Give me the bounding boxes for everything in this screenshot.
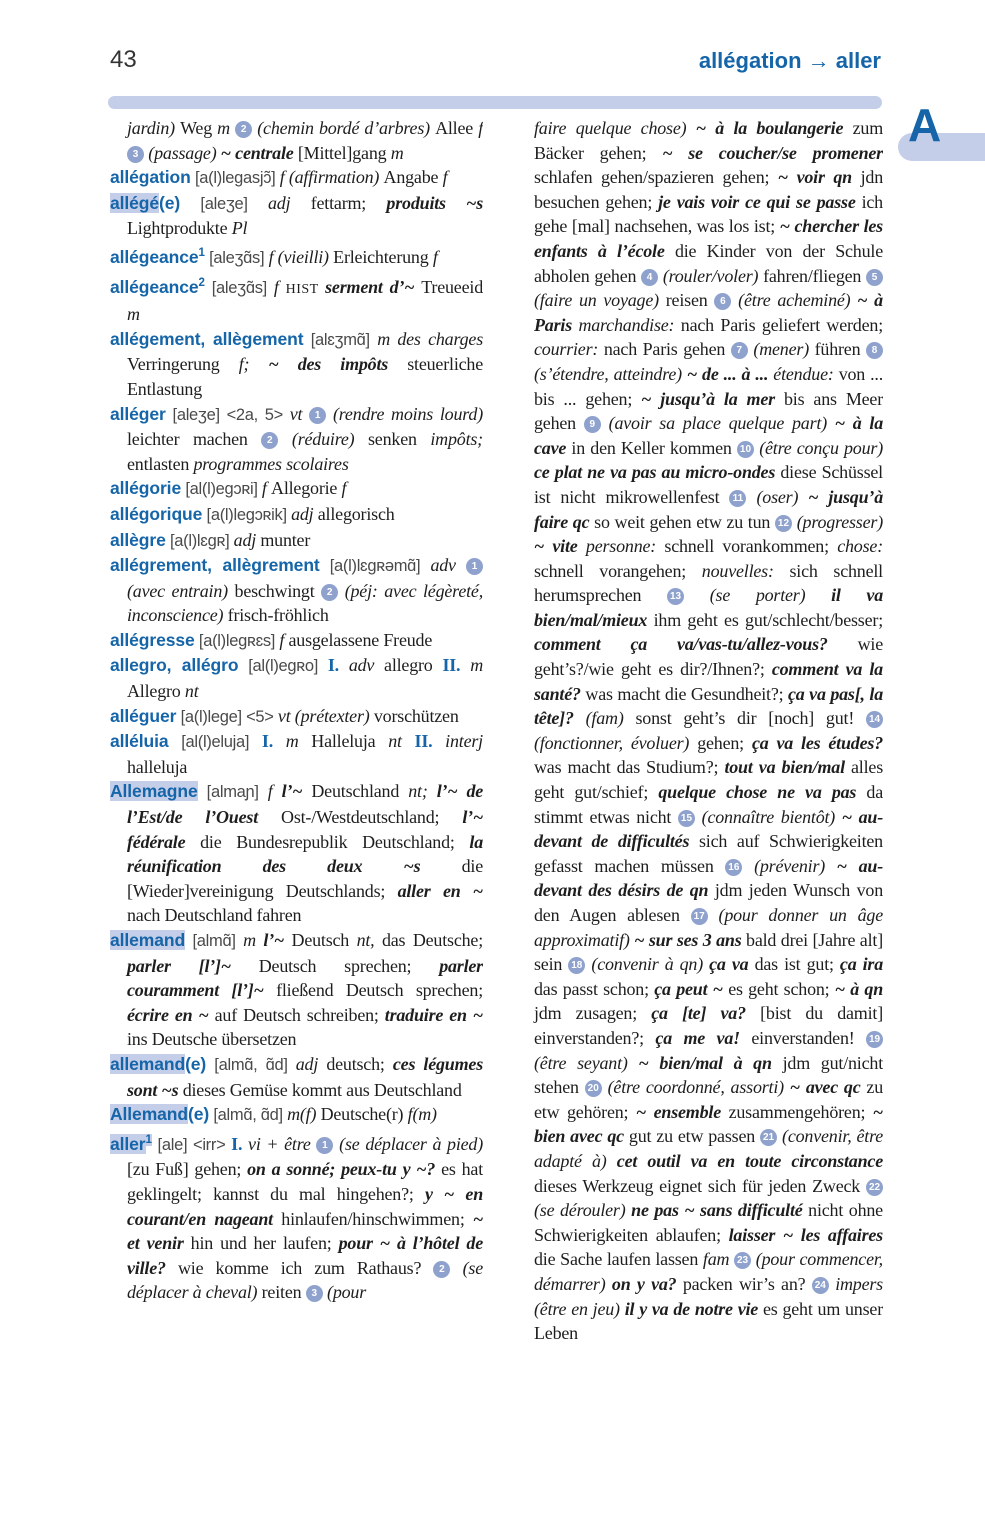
page-number: 43 (110, 46, 137, 73)
sense-number-badge: 1 (309, 407, 326, 424)
phonetic-transcription: [a(l)legasjɔ̃] (190, 169, 280, 188)
example-phrase: ~ de ... à ... (686, 363, 774, 384)
example-phrase: ~ ensemble (635, 1101, 729, 1122)
entry-continuation: faire quelque chose) ~ à la boulangerie zum Bäcker gehen; ~ se coucher/se promener schlafen gehen/spazieren gehen; ~ voir qn jdn besuchen gehen; je vais voir ce qui se passe ich gehe [mal] nachsehen, was los ist; ~ chercher les enfants à l’école die Kinder von der Schule abholen gehen 4 (rouler/voler) fahren/fliegen 5 (faire un voyage) reisen 6 (être acheminé) ~ à Paris marchandise: nach Paris geliefert werden; courrier: nach Paris gehen 7 (mener) führen 8 (s’étendre, atteindre) ~ de ... à ... étendue: von ... bis ... gehen; ~ jusqu’à la mer bis ans Meer gehen 9 (avoir sa place quelque part) ~ à la cave in den Keller kommen 10 (être conçu pour) ce plat ne va pas au micro-ondes diese Schüssel ist nicht mikrowellenfest 11 (oser) ~ jusqu’à faire qc so weit gehen etw zu tun 12 (progresser) ~ vite personne: schnell vorankommen; chose: schnell vorangehen; nouvelles: sich schnell herumsprechen 13 (se porter) il va bien/mal/mieux ihm geht es gut/schlecht/besser; comment ça va/vas-tu/allez-vous? wie geht’s?/wie geht es dir?/Ihnen?; comment va la santé? was macht die Gesundheit?; ça va pas[, la tête]? (fam) sonst geht’s dir [noch] gut! 14 (fonctionner, évoluer) gehen; ça va les études? was macht das Studium?; tout va bien/mal alles geht gut/schief; quelque chose ne va pas da stimmt etwas nicht 15 (connaître bientôt) ~ au-devant de difficultés sich auf Schwierigkeiten gefasst machen müssen 16 (prévenir) ~ au-devant des désirs de qn jdm jeden Wunsch von den Augen ablesen 17 (pour donner un âge approximatif) ~ sur ses 3 ans bald drei [Jahre alt] sein 18 (convenir à qn) ça va das ist gut; ça ira das passt schon; ça peut ~ es geht schon; ~ à qn jdm zusagen; ça [te] va? [bist du damit] einverstanden?; ça me va! einverstanden! 19 (être seyant) ~ bien/mal à qn jdm gut/nicht stehen 20 (être coordonné, assorti) ~ avec qc zu etw gehören; ~ ensemble zusammengehören; ~ bien avec qc gut zu etw passen 21 (convenir, être adapté à) cet outil va en toute circonstance dieses Werkzeug eignet sich für jeden Zweck 22 (se dérouler) ne pas ~ sans difficulté nicht ohne Schwierigkeiten ablaufen; laisser ~ les affaires die Sache laufen lassen fam 23 (pour commencer, démarrer) on y va? packen wir’s an? 24 impers (être en jeu) il y va de notre vie es geht um unser Leben (534, 118, 883, 1344)
example-phrase: ~ chercher les enfants à l’école (534, 216, 883, 261)
text-run: vt (289, 403, 310, 424)
example-phrase: ça va (709, 954, 755, 975)
text-run: (avec entrain) (127, 580, 235, 601)
example-phrase: ce plat ne va pas au micro-ondes (534, 462, 781, 483)
sense-number-badge: 10 (737, 441, 754, 458)
headword: allégeance (110, 246, 199, 267)
phonetic-transcription: [a(l)lɛgʀəmɑ̃] (319, 557, 431, 576)
text-run: f (273, 276, 286, 297)
example-phrase: l’~ (281, 781, 312, 802)
text-run: m (390, 142, 404, 163)
dictionary-entry: allégeance$^1$ [aleʒɑ̃s] f (vieilli) Erleichterung f (110, 246, 438, 267)
text-run: impers (être en jeu) (534, 1273, 883, 1319)
example-phrase: l’~ de l’Est/de l’Ouest (127, 781, 483, 828)
text-run: m(f) (287, 1104, 321, 1125)
headword: Allemagne (110, 781, 198, 802)
sense-number-badge: 15 (678, 810, 695, 827)
sense-number-badge: 4 (641, 269, 658, 286)
dictionary-entry: Allemagne [almaɲ] f l’~ Deutschland nt; l’~ de l’Est/de l’Ouest Ost-/Westdeutschland; l’~ fédérale die Bundesrepublik Deutschland; la réunification des deux ~s die [Wieder]vereinigung Deutschlands; aller en ~ nach Deutschland fahren (110, 781, 483, 926)
sense-number-badge: 17 (691, 908, 708, 925)
headword: allégresse (110, 629, 195, 650)
sense-number-badge: 2 (433, 1261, 450, 1278)
phonetic-transcription: [aleʒɑ̃s] (204, 248, 269, 267)
dictionary-entry: allégresse [a(l)legʀɛs] f ausgelassene Freude (110, 629, 433, 650)
dictionary-entry: allégement, allègement [alɛʒmɑ̃] m des charges Verringerung f; ~ des impôts steuerliche Entlastung (110, 328, 483, 399)
text-run: (réduire) (278, 429, 368, 450)
headword: alléger (110, 403, 166, 424)
text-run: impôts; (430, 429, 483, 450)
text-run: (rendre moins lourd) (326, 403, 483, 424)
text-run: vt (prétexter) (277, 705, 374, 726)
example-phrase: écrire en ~ (127, 1004, 215, 1025)
text-run: chose: (837, 536, 883, 557)
example-phrase: ~ à Paris (534, 290, 883, 335)
phonetic-transcription: [almɑ̃, ɑ̃d] (209, 1106, 288, 1125)
sense-number-badge: 2 (261, 432, 278, 449)
sense-number-badge: 2 (321, 584, 338, 601)
example-phrase: aller en ~ (397, 880, 483, 901)
phonetic-transcription: [al(l)egʀo] (238, 657, 328, 676)
dictionary-entry: alléger [aleʒe] <2a, 5> vt 1 (rendre moins lourd) leichter machen 2 (réduire) senken impôts; entlasten programmes scolaires (110, 403, 483, 474)
alphabet-tab-letter: A (908, 99, 942, 151)
dictionary-entry: allemand(e) [almɑ̃, ɑ̃d] adj deutsch; ces légumes sont ~s dieses Gemüse kommt aus Deutschland (110, 1053, 483, 1100)
headword: (e) (185, 1053, 207, 1074)
text-run: m des charges (377, 328, 483, 349)
phonetic-transcription: [a(l)legɔʀik] (202, 505, 292, 524)
text-run: adv (348, 655, 385, 676)
text-run: nt, (356, 930, 382, 950)
dictionary-entry: Allemand(e) [almɑ̃, ɑ̃d] m(f) Deutsche(r) f(m) (110, 1104, 437, 1125)
example-phrase: ~ sur ses 3 ans (634, 929, 747, 950)
subject-label: HIST (285, 281, 326, 297)
text-run: (être acheminé) (731, 290, 858, 311)
example-phrase: ne pas ~ sans difficulté (631, 1200, 809, 1221)
dictionary-entry: alléluia [al(l)eluja] I. m Halleluja nt II. interj halleluja (110, 731, 483, 777)
headword: allégorique (110, 503, 203, 524)
text-run: (pour (322, 1282, 367, 1303)
text-run: (se dérouler) (534, 1200, 632, 1221)
example-phrase: il y va de notre vie (624, 1298, 763, 1319)
example-phrase: ça peut ~ (654, 978, 729, 999)
text-run: f; (238, 354, 269, 375)
example-phrase: comment ça va/vas-tu/allez-vous? (534, 634, 858, 655)
dictionary-entry: alléguer [a(l)lege] <5> vt (prétexter) vorschützen (110, 705, 459, 726)
sense-number-badge: 24 (812, 1277, 829, 1294)
roman-numeral: I. (231, 1133, 249, 1154)
sense-number-badge: 1 (316, 1137, 333, 1154)
example-phrase: je vais voir ce qui se passe (658, 191, 862, 212)
text-run: (faire un voyage) (534, 290, 666, 311)
dictionary-entry: allégation [a(l)legasjɔ̃] f (affirmation) Angabe f (110, 167, 448, 188)
text-run: m (285, 731, 312, 752)
text-run: m (217, 118, 236, 138)
example-phrase: ~ bien/mal à qn (638, 1052, 783, 1073)
text-run: (progresser) (791, 511, 883, 532)
headword: Allemand (110, 1104, 188, 1125)
phonetic-transcription: [ale] <irr> (151, 1135, 232, 1154)
dictionary-entry: allégorique [a(l)legɔʀik] adj allegorisch (110, 503, 395, 524)
example-phrase: parler [l’]~ (127, 955, 259, 976)
example-phrase: tout va bien/mal (724, 757, 852, 778)
example-phrase: ~ à la cave (534, 413, 883, 458)
sense-number-badge: 23 (734, 1252, 751, 1269)
sense-number-badge: 7 (731, 342, 748, 359)
text-run: (oser) (746, 486, 809, 507)
header-word-range: allégation → aller (698, 48, 881, 73)
roman-numeral: I. (327, 655, 349, 676)
example-phrase: ~ au-devant de difficultés (534, 806, 883, 852)
phonetic-transcription: [a(l)legʀɛs] (194, 631, 280, 650)
example-phrase: il va bien/mal/mieux (534, 585, 883, 630)
example-phrase: ~ centrale (220, 142, 298, 163)
headword: allègre (110, 529, 166, 550)
text-run: f(m) (407, 1104, 437, 1125)
example-phrase: ~ avec qc (789, 1077, 867, 1098)
text-run: f (478, 118, 483, 138)
example-phrase: ~ voir qn (777, 167, 861, 188)
example-phrase: laisser ~ les affaires (728, 1224, 883, 1245)
text-run: (fonctionner, évoluer) (534, 732, 698, 753)
sense-number-badge: 13 (667, 588, 684, 605)
phonetic-transcription: [a(l)lege] <5> (176, 707, 278, 726)
example-phrase: ça va les études? (751, 732, 883, 753)
example-phrase: l’~ (263, 930, 292, 950)
dictionary-entry: allégeance$^2$ [aleʒɑ̃s] f HIST serment d’~ Treueeid m (110, 276, 483, 325)
text-run: faire quelque chose) (534, 118, 696, 138)
sense-number-badge: 20 (585, 1080, 602, 1097)
text-run: vi + être (248, 1133, 317, 1154)
text-run: nouvelles: (701, 560, 790, 581)
homograph-superscript: 1 (198, 246, 205, 259)
text-run: (se déplacer à cheval) (127, 1257, 483, 1303)
example-phrase: ~ à qn (834, 978, 883, 999)
example-phrase: ~ vite (534, 536, 586, 557)
sense-number-badge: 8 (866, 342, 883, 359)
text-run: adj (233, 529, 261, 550)
example-phrase: ça ira (839, 954, 883, 975)
example-phrase: traduire en ~ (384, 1004, 483, 1025)
phonetic-transcription: [a(l)lɛgʀ] (165, 531, 234, 550)
text-run: f (261, 478, 272, 499)
dictionary-entry: allemand [almɑ̃] m l’~ Deutsch nt, das Deutsche; parler [l’]~ Deutsch sprechen; parler couramment [l’]~ fließend Deutsch sprechen; écrire en ~ auf Deutsch schreiben; traduire en ~ ins Deutsche übersetzen (110, 930, 483, 1050)
example-phrase: ça me va! (655, 1027, 752, 1048)
example-phrase: la réunification des deux ~s (127, 831, 483, 877)
example-phrase: on a sonné; peux-tu y ~? (247, 1159, 442, 1180)
example-phrase: ~ bien avec qc (534, 1101, 883, 1147)
phonetic-transcription: [al(l)egɔʀi] (181, 480, 262, 499)
text-run: adj (291, 503, 318, 524)
text-run: (être conçu pour) (753, 437, 883, 458)
phonetic-transcription: [almɑ̃, ɑ̃d] (206, 1055, 296, 1074)
text-run: (s’étendre, atteindre) (534, 363, 687, 384)
roman-numeral: I. (261, 731, 286, 752)
text-run: (chemin bordé d’arbres) (252, 118, 436, 138)
headword: alléluia (110, 731, 169, 752)
sense-number-badge: 16 (725, 859, 742, 876)
text-run: personne: (585, 536, 665, 557)
headword: allégé (110, 192, 160, 213)
example-phrase: serment d’~ (325, 276, 422, 297)
headword: allegro, allégro (110, 655, 239, 676)
phonetic-transcription: [aleʒe] (180, 194, 268, 213)
text-run: m (127, 304, 140, 325)
roman-numeral: II. (414, 731, 446, 752)
headword: alléguer (110, 705, 177, 726)
sense-number-badge: 22 (866, 1179, 883, 1196)
text-run: f (267, 781, 282, 802)
text-run: (fam) (585, 708, 636, 729)
homograph-superscript: 1 (145, 1133, 152, 1146)
dictionary-entry: allegro, allégro [al(l)egʀo] I. adv allegro II. m Allegro nt (110, 655, 483, 702)
text-run: f (affirmation) (279, 167, 384, 188)
phonetic-transcription: [al(l)eluja] (168, 733, 262, 752)
text-run: m (243, 930, 264, 950)
dictionary-entry: allégé(e) [aleʒe] adj fettarm; produits ~s Lightprodukte Pl (110, 192, 483, 239)
text-run: étendue: (773, 363, 839, 384)
text-run: nt (388, 731, 415, 752)
text-run: (passage) (144, 142, 221, 163)
left-column (110, 116, 483, 1522)
text-run: (mener) (747, 339, 815, 360)
example-phrase: ~ jusqu’à la mer (641, 388, 784, 409)
example-phrase: ~ à la boulangerie (695, 118, 853, 138)
text-run: f (442, 167, 448, 188)
headword: aller (110, 1133, 146, 1154)
text-run: f (432, 246, 438, 267)
dictionary-entry: allégrement, allègrement [a(l)lɛgʀəmɑ̃] adv 1 (avec entrain) beschwingt 2 (péj: avec légèreté, inconscience) frisch-fröhlich (110, 555, 483, 626)
sense-number-badge: 1 (466, 558, 483, 575)
example-phrase: on y va? (611, 1273, 683, 1294)
sense-number-badge: 12 (775, 515, 792, 532)
roman-numeral: II. (442, 655, 471, 676)
example-phrase: ~ se coucher/se promener (662, 142, 883, 163)
sense-number-badge: 3 (127, 146, 144, 163)
text-run: courrier: (534, 339, 604, 360)
sense-number-badge: 2 (235, 121, 252, 138)
headword: (e) (159, 192, 181, 213)
text-run: programmes scolaires (193, 453, 349, 474)
text-run: Pl (231, 218, 248, 239)
text-run: (prévenir) (742, 855, 837, 876)
headword: allégrement, allègrement (110, 555, 320, 576)
text-run: m (470, 655, 483, 676)
sense-number-badge: 18 (568, 957, 585, 974)
example-phrase: quelque chose ne va pas (658, 782, 867, 803)
example-phrase: ~ et venir (127, 1208, 483, 1254)
headword: allégeance (110, 276, 199, 297)
text-run: nt; (408, 781, 437, 802)
text-run: adj (267, 192, 311, 213)
example-phrase: ~ au-devant des désirs de qn (534, 855, 883, 901)
phonetic-transcription: [alɛʒmɑ̃] (303, 330, 378, 349)
example-phrase: pour ~ à l’hôtel de ville? (127, 1233, 483, 1278)
phonetic-transcription: [almɑ̃] (185, 932, 244, 950)
text-run: (être coordonné, assorti) (601, 1077, 790, 1098)
dictionary-entry: allègre [a(l)lɛgʀ] adj munter (110, 529, 311, 550)
sense-number-badge: 21 (760, 1129, 777, 1146)
text-run: f (vieilli) (268, 246, 334, 267)
text-run: (pour donner un âge approximatif) (534, 905, 883, 950)
text-run: (avoir sa place quelque part) (600, 413, 835, 434)
sense-number-badge: 3 (306, 1285, 323, 1302)
phonetic-transcription: [aleʒe] <2a, 5> (165, 405, 290, 424)
header-rule (108, 96, 882, 109)
example-phrase: ces légumes sont ~s (127, 1053, 483, 1100)
sense-number-badge: 9 (584, 416, 601, 433)
text-run: (pour commencer, démarrer) (534, 1249, 883, 1294)
example-phrase: l’~ fédérale (127, 807, 483, 852)
text-run: interj (445, 731, 483, 752)
text-run: (convenir à qn) (585, 954, 710, 975)
headword: allemand (110, 1053, 186, 1074)
text-run: (rouler/voler) (658, 265, 764, 286)
sense-number-badge: 11 (729, 490, 746, 507)
text-run: nt (184, 681, 199, 702)
sense-number-badge: 14 (866, 711, 883, 728)
example-phrase: ~ jusqu’à faire qc (534, 486, 883, 532)
dictionary-entry: aller$^1$ [ale] <irr> I. vi + être 1 (se déplacer à pied) [zu Fuß] gehen; on a sonné; peux-tu y ~? es hat geklingelt; kannst du mal hingehen?; y ~ en courant/en nageant hinlaufen/hinschwimmen; ~ et venir hin und her laufen; pour ~ à l’hôtel de ville? wie komme ich zum Rathaus? 2 (se déplacer à cheval) reiten 3 (pour (110, 1133, 483, 1303)
text-run: (connaître bientôt) (694, 806, 842, 827)
headword: allégation (110, 167, 191, 188)
right-column (517, 116, 883, 1522)
example-phrase: ~ des impôts (268, 354, 408, 375)
homograph-superscript: 2 (198, 276, 205, 289)
headword: (e) (187, 1104, 210, 1125)
text-run: (péj: avec légèreté, inconscience) (127, 580, 483, 626)
text-run: f (279, 629, 289, 650)
sense-number-badge: 19 (866, 1031, 883, 1048)
example-phrase: y ~ en courant/en nageant (127, 1183, 483, 1229)
text-run: adv (430, 555, 466, 576)
headword: allégement, allègement (110, 328, 304, 349)
phonetic-transcription: [almaɲ] (197, 783, 268, 802)
text-run: (convenir, être adapté à) (534, 1126, 883, 1171)
sense-number-badge: 6 (714, 293, 731, 310)
example-phrase: cet outil va en toute circonstance (616, 1150, 883, 1171)
example-phrase: produits ~s (386, 192, 483, 213)
text-run: (se déplacer à pied) (333, 1133, 483, 1154)
example-phrase: ça va pas[, la tête]? (534, 683, 883, 729)
text-run: f (341, 478, 347, 499)
sense-number-badge: 5 (866, 269, 883, 286)
entry-continuation: jardin) Weg m 2 (chemin bordé d’arbres) Allee f 3 (passage) ~ centrale [Mittel]gang m (127, 118, 483, 163)
dictionary-entry: allégorie [al(l)egɔʀi] f Allegorie f (110, 478, 347, 499)
example-phrase: comment va la santé? (534, 659, 883, 704)
text-run: fam (702, 1249, 735, 1270)
headword: allemand (110, 930, 186, 950)
headword: allégorie (110, 478, 182, 499)
example-phrase: parler couramment [l’]~ (127, 955, 483, 1001)
text-run: adj (295, 1053, 327, 1074)
text-run: (se porter) (684, 585, 832, 606)
text-run: (être seyant) (534, 1052, 639, 1073)
phonetic-transcription: [aleʒɑ̃s] (204, 278, 274, 297)
text-run: jardin) (127, 118, 181, 138)
text-run: marchandise: (578, 314, 681, 335)
example-phrase: ça [te] va? (651, 1003, 761, 1024)
